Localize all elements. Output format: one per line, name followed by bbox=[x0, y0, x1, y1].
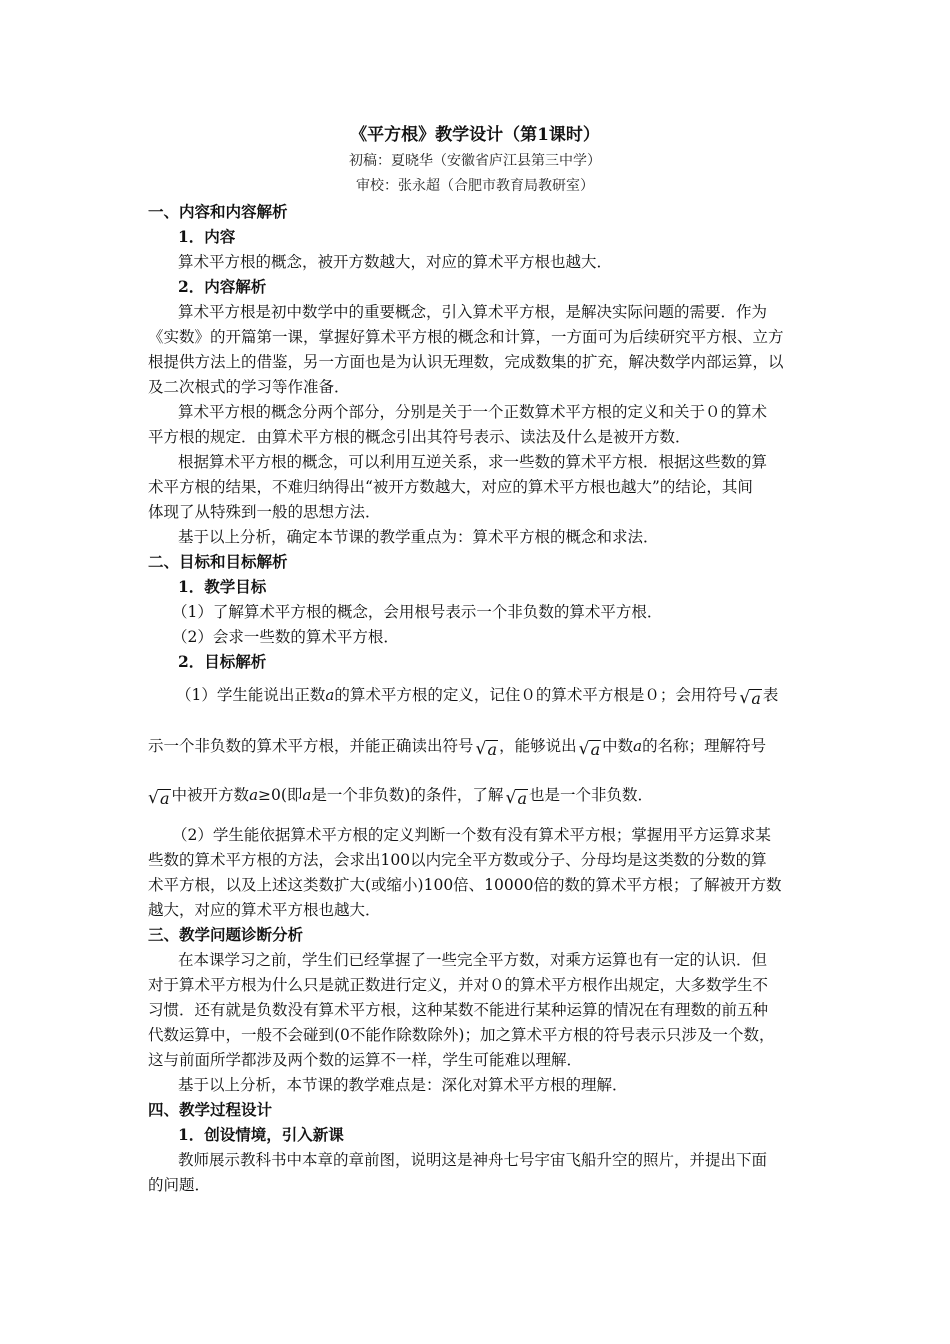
subheading-goal-analysis: 2．目标解析 bbox=[178, 652, 267, 671]
text-run: （1）学生能说出正数 bbox=[176, 686, 326, 704]
text-run: 的名称；理解符号 bbox=[642, 737, 767, 755]
subheading-content: 1．内容 bbox=[178, 227, 236, 246]
subheading-create-scenario: 1．创设情境，引入新课 bbox=[178, 1125, 344, 1144]
text-run: ≥0(即 bbox=[258, 786, 303, 804]
text-run: 表 bbox=[762, 686, 779, 704]
draft-author: 初稿：夏晓华（安徽省庐江县第三中学） bbox=[349, 153, 601, 169]
paragraph-line: 及二次根式的学习等作准备． bbox=[148, 378, 350, 396]
sqrt-symbol: √ a bbox=[579, 737, 601, 763]
text-run: ，能够说出 bbox=[499, 737, 577, 755]
section-heading-2: 二、目标和目标解析 bbox=[148, 552, 288, 571]
content-text: 算术平方根的概念，被开方数越大，对应的算术平方根也越大． bbox=[178, 253, 613, 271]
section-heading-3: 三、教学问题诊断分析 bbox=[148, 925, 304, 944]
goal-item: （1）了解算术平方根的概念，会用根号表示一个非负数的算术平方根． bbox=[172, 603, 663, 621]
goal-analysis-line-2 bbox=[148, 735, 766, 763]
sqrt-symbol: √ a bbox=[148, 786, 170, 812]
sqrt-symbol: √ a bbox=[505, 786, 527, 812]
paragraph-line: 越大，对应的算术平方根也越大． bbox=[148, 901, 381, 919]
paragraph-line: 在本课学习之前，学生们已经掌握了一些完全平方数，对乘方运算也有一定的认识．但 bbox=[178, 951, 768, 969]
paragraph-line: 代数运算中，一般不会碰到(0不能作除数除外)；加之算术平方根的符号表示只涉及一个数， bbox=[148, 1026, 775, 1044]
goal-item: （2）会求一些数的算术平方根． bbox=[172, 628, 399, 646]
paragraph-line: 算术平方根是初中数学中的重要概念，引入算术平方根，是解决实际问题的需要．作为 bbox=[178, 303, 768, 321]
reviewer: 审校：张永超（合肥市教育局教研室） bbox=[356, 178, 594, 194]
text-run: 中数 bbox=[602, 737, 634, 755]
paragraph-line: 基于以上分析，本节课的教学难点是：深化对算术平方根的理解． bbox=[178, 1076, 628, 1094]
paragraph-line: 些数的算术平方根的方法，会求出100以内完全平方数或分子、分母均是这类数的分数的算 bbox=[148, 851, 767, 869]
math-variable: a bbox=[633, 737, 643, 755]
paragraph-line: （2）学生能依据算术平方根的定义判断一个数有没有算术平方根；掌握用平方运算求某 bbox=[172, 826, 771, 844]
section-heading-4: 四、教学过程设计 bbox=[148, 1100, 273, 1119]
sqrt-symbol: √ a bbox=[739, 686, 761, 712]
paragraph-line: 根据算术平方根的概念，可以利用互逆关系，求一些数的算术平方根．根据这些数的算 bbox=[178, 453, 768, 471]
paragraph-line: 《实数》的开篇第一课，掌握好算术平方根的概念和计算，一方面可为后续研究平方根、立方 bbox=[148, 328, 784, 346]
paragraph-line: 的问题． bbox=[148, 1176, 211, 1194]
text-run: 示一个非负数的算术平方根，并能正确读出符号 bbox=[148, 737, 474, 755]
paragraph-line: 算术平方根的概念分两个部分，分别是关于一个正数算术平方根的定义和关于０的算术 bbox=[178, 403, 768, 421]
text-run: 是一个非负数)的条件，了解 bbox=[311, 786, 504, 804]
text-run: 的算术平方根的定义，记住０的算术平方根是０；会用符号 bbox=[334, 686, 738, 704]
paragraph-line: 这与前面所学都涉及两个数的运算不一样，学生可能难以理解． bbox=[148, 1051, 583, 1069]
math-variable: a bbox=[249, 786, 259, 804]
paragraph-line: 基于以上分析，确定本节课的教学重点为：算术平方根的概念和求法． bbox=[178, 528, 659, 546]
subheading-content-analysis: 2．内容解析 bbox=[178, 277, 267, 296]
text-run: 也是一个非负数． bbox=[528, 786, 653, 804]
math-variable: a bbox=[325, 686, 335, 704]
goal-analysis-line-1 bbox=[176, 684, 778, 712]
paragraph-line: 习惯．还有就是负数没有算术平方根，这种某数不能进行某种运算的情况在有理数的前五种 bbox=[148, 1001, 769, 1019]
paragraph-line: 体现了从特殊到一般的思想方法． bbox=[148, 503, 381, 521]
paragraph-line: 术平方根，以及上述这类数扩大(或缩小)100倍、10000倍的数的算术平方根；了解被开方数 bbox=[148, 876, 782, 894]
paragraph-line: 根提供方法上的借鉴，另一方面也是为认识无理数，完成数集的扩充，解决数学内部运算，以 bbox=[148, 353, 784, 371]
subheading-teaching-goals: 1．教学目标 bbox=[178, 577, 267, 596]
paragraph-line: 教师展示教科书中本章的章前图，说明这是神舟七号宇宙飞船升空的照片，并提出下面 bbox=[178, 1151, 768, 1169]
paragraph-line: 对于算术平方根为什么只是就正数进行定义，并对０的算术平方根作出规定，大多数学生不 bbox=[148, 976, 769, 994]
math-variable: a bbox=[302, 786, 312, 804]
text-run: 中被开方数 bbox=[171, 786, 250, 804]
paragraph-line: 术平方根的结果，不难归纳得出“被开方数越大，对应的算术平方根也越大”的结论，其间 bbox=[148, 478, 753, 496]
section-heading-1: 一、内容和内容解析 bbox=[148, 202, 288, 221]
paragraph-line: 平方根的规定．由算术平方根的概念引出其符号表示、读法及什么是被开方数． bbox=[148, 428, 691, 446]
doc-title: 《平方根》教学设计（第1课时） bbox=[350, 125, 600, 145]
goal-analysis-line-3 bbox=[148, 784, 653, 812]
sqrt-symbol: √ a bbox=[476, 737, 498, 763]
